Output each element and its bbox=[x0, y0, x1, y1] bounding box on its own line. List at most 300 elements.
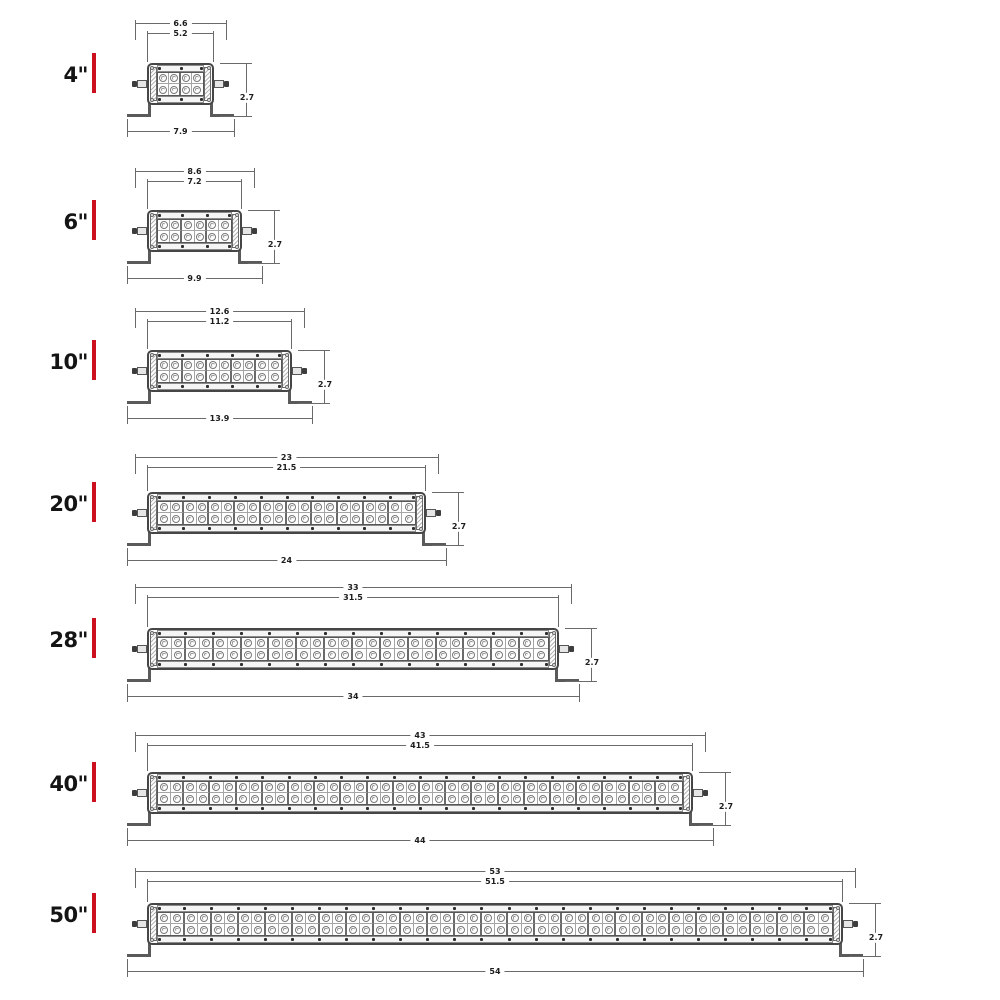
rail-screw bbox=[288, 807, 291, 810]
led-cell bbox=[459, 793, 472, 804]
dim-bottom-tick-right bbox=[262, 266, 263, 284]
rail-screw bbox=[629, 807, 632, 810]
led-lens bbox=[343, 783, 351, 791]
led-cell bbox=[387, 924, 400, 935]
rail-screw bbox=[656, 776, 659, 779]
rail-screw bbox=[206, 385, 209, 388]
led-cell bbox=[603, 793, 616, 804]
led-lens bbox=[480, 651, 488, 659]
led-lens bbox=[366, 503, 374, 511]
led-cell bbox=[499, 782, 512, 793]
led-cell bbox=[387, 913, 400, 924]
led-lens bbox=[605, 795, 613, 803]
corner-screw bbox=[552, 663, 556, 667]
end-bolt-right bbox=[843, 920, 853, 928]
rail-screw bbox=[235, 776, 238, 779]
led-lens bbox=[378, 515, 386, 523]
rail-screw bbox=[436, 663, 439, 666]
led-cell bbox=[250, 793, 263, 804]
rail-screw bbox=[286, 496, 289, 499]
led-cell bbox=[158, 220, 170, 231]
led-grid-row-4in bbox=[157, 72, 204, 96]
led-lens bbox=[343, 795, 351, 803]
rail-screw bbox=[724, 907, 727, 910]
led-lens bbox=[245, 361, 253, 369]
rail-screw bbox=[751, 938, 754, 941]
led-lens bbox=[171, 221, 179, 229]
rail-screw bbox=[363, 527, 366, 530]
led-cell bbox=[520, 638, 534, 649]
led-lens bbox=[389, 914, 397, 922]
rail-screw bbox=[158, 98, 161, 101]
rail-screw bbox=[158, 527, 161, 530]
led-cell bbox=[669, 782, 682, 793]
led-lens bbox=[538, 914, 546, 922]
led-cell bbox=[538, 793, 551, 804]
size-label-row-20in: 20" bbox=[49, 492, 88, 516]
rail-screw bbox=[158, 496, 161, 499]
led-lens bbox=[173, 795, 181, 803]
led-cell bbox=[508, 924, 521, 935]
led-cell bbox=[364, 513, 377, 524]
rail-screw bbox=[278, 385, 281, 388]
led-cell bbox=[325, 649, 339, 660]
dim-mid-value: 5.2 bbox=[169, 29, 191, 39]
end-bolt-left bbox=[137, 920, 147, 928]
led-cell bbox=[455, 913, 468, 924]
led-cell bbox=[184, 502, 197, 513]
dim-side-line bbox=[725, 773, 726, 825]
dim-bottom-tick-left bbox=[127, 406, 128, 424]
end-bolt-right bbox=[242, 227, 252, 235]
corner-screw bbox=[150, 938, 154, 942]
led-lens bbox=[422, 783, 430, 791]
mounting-bracket-right bbox=[288, 388, 312, 404]
led-lens bbox=[467, 639, 475, 647]
led-lens bbox=[313, 639, 321, 647]
led-lens bbox=[200, 926, 208, 934]
corner-screw bbox=[207, 66, 211, 70]
dim-mid-tick-left bbox=[147, 319, 148, 349]
led-lens bbox=[349, 926, 357, 934]
rail-screw bbox=[158, 632, 161, 635]
led-cell bbox=[711, 924, 724, 935]
dim-side-ext-bottom bbox=[699, 825, 731, 826]
rail-screw bbox=[372, 907, 375, 910]
dim-bottom-tick-left bbox=[127, 684, 128, 702]
led-cell bbox=[562, 924, 575, 935]
led-cell bbox=[210, 793, 223, 804]
led-cell bbox=[170, 220, 182, 231]
led-cell bbox=[428, 924, 441, 935]
rail-screw bbox=[399, 907, 402, 910]
led-cell bbox=[446, 782, 459, 793]
led-lens bbox=[182, 74, 190, 82]
led-lens bbox=[403, 914, 411, 922]
led-cell bbox=[182, 231, 194, 242]
dim-bottom-tick-left bbox=[127, 548, 128, 566]
led-cell bbox=[738, 924, 751, 935]
led-lens bbox=[501, 783, 509, 791]
dim-top-tick-left bbox=[135, 20, 136, 40]
led-lens bbox=[356, 795, 364, 803]
rail-screw bbox=[209, 776, 212, 779]
rail-screw bbox=[372, 938, 375, 941]
led-cell bbox=[355, 782, 368, 793]
led-cell bbox=[589, 924, 602, 935]
led-cell bbox=[669, 793, 682, 804]
led-cell bbox=[320, 924, 333, 935]
led-cell bbox=[158, 924, 171, 935]
dim-mid-tick-left bbox=[147, 879, 148, 902]
led-cell bbox=[181, 84, 192, 95]
led-cell bbox=[182, 220, 194, 231]
led-lens bbox=[328, 639, 336, 647]
rail-screw bbox=[453, 938, 456, 941]
led-cell bbox=[657, 924, 670, 935]
end-bolt-left bbox=[137, 645, 147, 653]
led-lens bbox=[753, 914, 761, 922]
led-lens bbox=[487, 795, 495, 803]
dim-bottom-value: 24 bbox=[277, 556, 296, 566]
rail-screw bbox=[352, 632, 355, 635]
led-cell bbox=[244, 371, 256, 382]
led-lens bbox=[523, 651, 531, 659]
led-lens bbox=[186, 795, 194, 803]
led-cell bbox=[603, 913, 616, 924]
led-cell bbox=[577, 782, 590, 793]
rail-screw bbox=[296, 632, 299, 635]
led-cell bbox=[472, 793, 485, 804]
dim-side-line bbox=[875, 904, 876, 956]
led-cell bbox=[360, 913, 373, 924]
led-cell bbox=[219, 231, 231, 242]
led-cell bbox=[805, 913, 818, 924]
led-lens bbox=[513, 795, 521, 803]
led-lens bbox=[241, 914, 249, 922]
dim-top-tick-right bbox=[705, 732, 706, 752]
led-cell bbox=[219, 220, 231, 231]
rail-screw bbox=[314, 807, 317, 810]
rail-screw bbox=[805, 907, 808, 910]
led-cell bbox=[287, 502, 300, 513]
corner-screw bbox=[552, 631, 556, 635]
led-lens bbox=[672, 926, 680, 934]
dim-bottom-tick-right bbox=[713, 828, 714, 846]
rail-screw bbox=[616, 938, 619, 941]
led-lens bbox=[187, 914, 195, 922]
led-cell bbox=[299, 502, 312, 513]
led-lens bbox=[618, 783, 626, 791]
end-bolt-left bbox=[137, 509, 147, 517]
end-cap-right bbox=[833, 907, 840, 941]
rail-screw bbox=[158, 938, 161, 941]
rail-screw bbox=[291, 907, 294, 910]
led-cell bbox=[197, 502, 210, 513]
led-lens bbox=[511, 926, 519, 934]
dim-mid-tick-left bbox=[147, 465, 148, 491]
led-cell bbox=[643, 924, 656, 935]
led-cell bbox=[200, 649, 214, 660]
led-lens bbox=[244, 639, 252, 647]
led-lens bbox=[508, 639, 516, 647]
led-lens bbox=[403, 926, 411, 934]
led-lens bbox=[355, 639, 363, 647]
led-lens bbox=[258, 361, 266, 369]
end-bolt-right bbox=[693, 789, 703, 797]
rail-screw bbox=[805, 938, 808, 941]
rail-screw bbox=[184, 632, 187, 635]
led-cell bbox=[263, 793, 276, 804]
led-lens bbox=[712, 926, 720, 934]
led-lens bbox=[821, 914, 829, 922]
led-lens bbox=[198, 503, 206, 511]
led-cell bbox=[170, 371, 182, 382]
led-lens bbox=[726, 914, 734, 922]
led-cell bbox=[630, 924, 643, 935]
rail-screw bbox=[366, 807, 369, 810]
rail-screw bbox=[445, 776, 448, 779]
led-lens bbox=[592, 795, 600, 803]
led-cell bbox=[338, 502, 351, 513]
rail-screw bbox=[472, 807, 475, 810]
led-cell bbox=[492, 649, 506, 660]
led-cell bbox=[492, 638, 506, 649]
led-cell bbox=[549, 924, 562, 935]
end-bolt-nut-left bbox=[132, 368, 137, 374]
led-cell bbox=[589, 913, 602, 924]
size-label-row-4in: 4" bbox=[63, 63, 88, 87]
led-cell bbox=[451, 638, 465, 649]
rail-screw bbox=[535, 938, 538, 941]
led-lens bbox=[566, 783, 574, 791]
rail-screw bbox=[480, 907, 483, 910]
led-cell bbox=[394, 793, 407, 804]
led-cell bbox=[328, 793, 341, 804]
led-cell bbox=[192, 84, 203, 95]
led-cell bbox=[269, 649, 283, 660]
corner-screw bbox=[419, 495, 423, 499]
end-cap-right bbox=[232, 214, 239, 248]
led-lens bbox=[182, 86, 190, 94]
corner-screw bbox=[686, 775, 690, 779]
led-lens bbox=[780, 926, 788, 934]
led-cell bbox=[630, 782, 643, 793]
led-cell bbox=[549, 913, 562, 924]
led-cell bbox=[376, 502, 389, 513]
led-cell bbox=[242, 649, 256, 660]
led-lens bbox=[277, 783, 285, 791]
led-cell bbox=[339, 649, 353, 660]
led-lens bbox=[537, 639, 545, 647]
led-cell bbox=[325, 638, 339, 649]
led-lens bbox=[265, 783, 273, 791]
end-bolt-nut-left bbox=[132, 646, 137, 652]
rail-screw bbox=[778, 907, 781, 910]
rail-screw bbox=[629, 776, 632, 779]
rail-screw bbox=[535, 907, 538, 910]
size-marker-row-6in bbox=[92, 200, 96, 240]
led-cell bbox=[209, 513, 222, 524]
led-lens bbox=[335, 926, 343, 934]
led-cell bbox=[212, 924, 225, 935]
rail-screw bbox=[286, 527, 289, 530]
rail-screw bbox=[492, 632, 495, 635]
led-lens bbox=[239, 783, 247, 791]
led-cell bbox=[512, 782, 525, 793]
led-lens bbox=[362, 926, 370, 934]
led-cell bbox=[778, 913, 791, 924]
led-cell bbox=[478, 649, 492, 660]
led-lens bbox=[553, 783, 561, 791]
led-lens bbox=[174, 651, 182, 659]
led-cell bbox=[195, 231, 207, 242]
rail-screw bbox=[520, 663, 523, 666]
corner-screw bbox=[150, 663, 154, 667]
led-lens bbox=[391, 503, 399, 511]
led-cell bbox=[765, 924, 778, 935]
led-cell bbox=[765, 913, 778, 924]
led-cell bbox=[389, 513, 402, 524]
led-cell bbox=[171, 513, 184, 524]
dim-bottom-value: 7.9 bbox=[169, 127, 191, 137]
rail-screw bbox=[181, 214, 184, 217]
led-lens bbox=[212, 795, 220, 803]
led-lens bbox=[263, 503, 271, 511]
size-marker-row-40in bbox=[92, 762, 96, 802]
led-lens bbox=[699, 926, 707, 934]
end-bolt-left bbox=[137, 789, 147, 797]
led-lens bbox=[726, 926, 734, 934]
led-lens bbox=[435, 795, 443, 803]
led-cell bbox=[446, 793, 459, 804]
led-cell bbox=[197, 513, 210, 524]
dim-side-value: 2.7 bbox=[264, 240, 286, 250]
dim-top-tick-left bbox=[135, 732, 136, 752]
rail-screw bbox=[260, 496, 263, 499]
led-lens bbox=[537, 651, 545, 659]
led-lens bbox=[539, 795, 547, 803]
led-lens bbox=[184, 373, 192, 381]
dim-bottom-value: 13.9 bbox=[206, 414, 234, 424]
led-lens bbox=[780, 914, 788, 922]
led-cell bbox=[274, 513, 287, 524]
corner-screw bbox=[150, 495, 154, 499]
dim-bottom-tick-right bbox=[234, 119, 235, 137]
led-cell bbox=[228, 649, 242, 660]
rail-screw bbox=[256, 385, 259, 388]
rail-screw bbox=[318, 938, 321, 941]
led-cell bbox=[184, 513, 197, 524]
rail-screw bbox=[183, 907, 186, 910]
led-cell bbox=[805, 924, 818, 935]
led-lens bbox=[335, 914, 343, 922]
rail-screw bbox=[408, 632, 411, 635]
led-lens bbox=[579, 795, 587, 803]
rail-screw bbox=[337, 527, 340, 530]
led-cell bbox=[252, 913, 265, 924]
led-cell bbox=[269, 371, 281, 382]
end-cap-left bbox=[150, 632, 157, 666]
led-lens bbox=[330, 783, 338, 791]
led-lens bbox=[160, 233, 168, 241]
rail-screw bbox=[445, 807, 448, 810]
led-lens bbox=[619, 914, 627, 922]
dim-bottom-value: 54 bbox=[485, 967, 504, 977]
led-lens bbox=[632, 926, 640, 934]
rail-screw bbox=[670, 907, 673, 910]
led-lens bbox=[301, 503, 309, 511]
led-lens bbox=[186, 515, 194, 523]
led-cell bbox=[351, 513, 364, 524]
led-cell bbox=[207, 220, 219, 231]
corner-screw bbox=[150, 527, 154, 531]
corner-screw bbox=[150, 245, 154, 249]
led-lens bbox=[237, 515, 245, 523]
led-lens bbox=[184, 361, 192, 369]
led-grid-row-6in bbox=[157, 219, 232, 243]
led-lens bbox=[396, 783, 404, 791]
rail-screw bbox=[180, 67, 183, 70]
led-lens bbox=[281, 914, 289, 922]
rail-screw bbox=[340, 776, 343, 779]
dim-mid-value: 11.2 bbox=[206, 317, 234, 327]
led-lens bbox=[209, 373, 217, 381]
led-cell bbox=[197, 782, 210, 793]
led-lens bbox=[216, 639, 224, 647]
led-lens bbox=[196, 361, 204, 369]
led-cell bbox=[643, 782, 656, 793]
led-lens bbox=[821, 926, 829, 934]
dim-side-value: 2.7 bbox=[715, 802, 737, 812]
dim-top-value: 8.6 bbox=[183, 167, 205, 177]
led-lens bbox=[425, 651, 433, 659]
rail-screw bbox=[296, 663, 299, 666]
led-cell bbox=[184, 782, 197, 793]
led-lens bbox=[565, 914, 573, 922]
dim-bottom-tick-left bbox=[127, 959, 128, 977]
led-lens bbox=[397, 639, 405, 647]
led-lens bbox=[416, 926, 424, 934]
rail-screw bbox=[182, 776, 185, 779]
led-lens bbox=[263, 515, 271, 523]
led-cell bbox=[312, 513, 325, 524]
led-lens bbox=[416, 914, 424, 922]
led-cell bbox=[256, 371, 268, 382]
rail-screw bbox=[551, 807, 554, 810]
led-lens bbox=[685, 926, 693, 934]
led-lens bbox=[658, 914, 666, 922]
dim-mid-tick-right bbox=[842, 879, 843, 902]
dim-top-tick-right bbox=[254, 168, 255, 188]
rail-screw bbox=[498, 807, 501, 810]
led-cell bbox=[306, 924, 319, 935]
dim-mid-tick-right bbox=[558, 595, 559, 627]
led-cell bbox=[214, 638, 228, 649]
corner-screw bbox=[285, 353, 289, 357]
led-lens bbox=[160, 795, 168, 803]
led-cell bbox=[248, 513, 261, 524]
led-cell bbox=[242, 638, 256, 649]
led-lens bbox=[527, 783, 535, 791]
rail-screw bbox=[603, 776, 606, 779]
led-cell bbox=[315, 782, 328, 793]
dim-side-line bbox=[274, 211, 275, 263]
led-grid-row-40in bbox=[157, 781, 683, 805]
mounting-bracket-right bbox=[555, 666, 579, 682]
led-lens bbox=[241, 926, 249, 934]
mounting-bracket-right bbox=[689, 810, 713, 826]
